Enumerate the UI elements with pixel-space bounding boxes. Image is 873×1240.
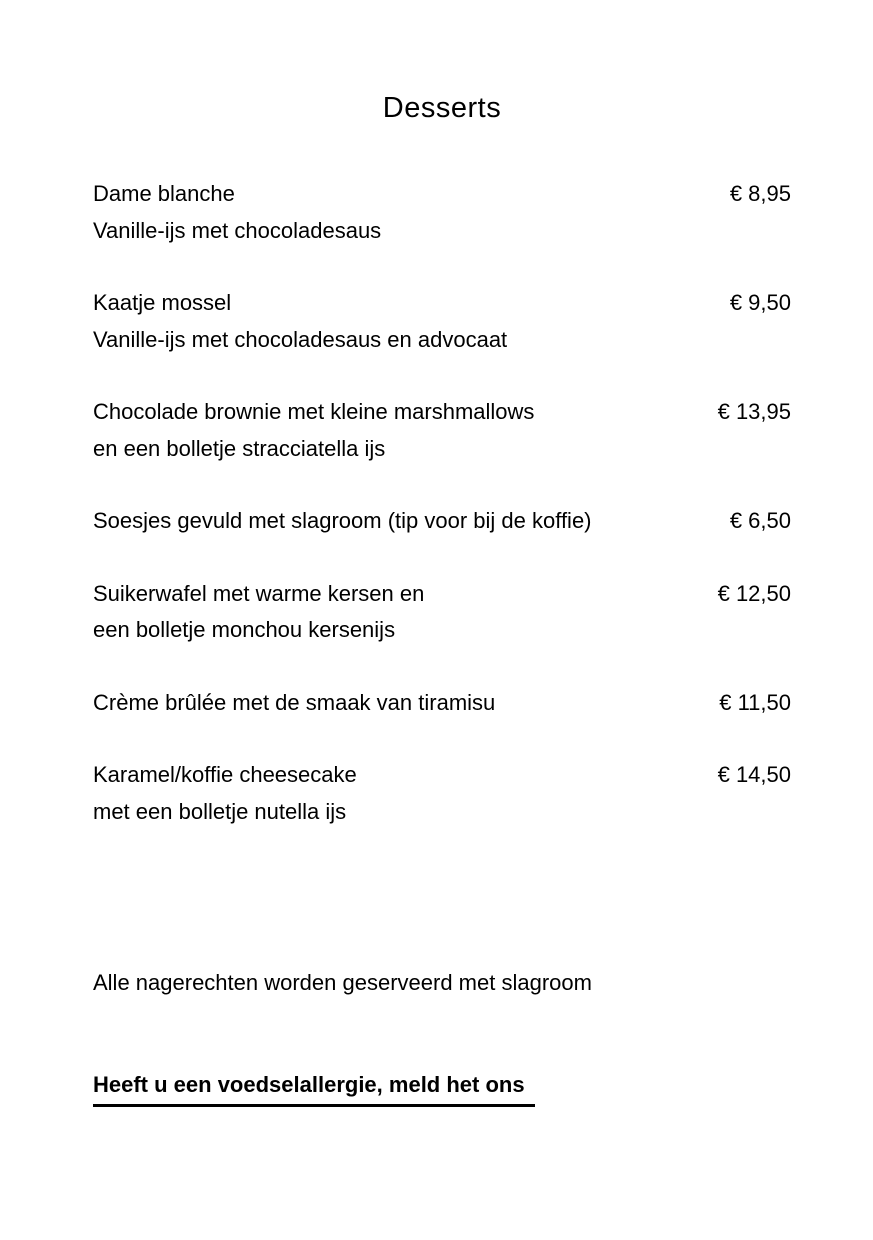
- item-price: € 11,50: [719, 689, 791, 715]
- item-description: een bolletje monchou kersenijs: [93, 617, 396, 642]
- item-line: [93, 394, 791, 431]
- item-price: € 8,95: [729, 181, 791, 206]
- item-description: met een bolletje nutella ijs: [93, 798, 347, 824]
- item-price: € 13,95: [717, 399, 791, 424]
- item-line: [93, 285, 791, 322]
- menu-item: [93, 176, 791, 249]
- item-name: Crème brûlée met de smaak van tiramisu: [93, 689, 496, 715]
- item-line: [93, 176, 791, 213]
- allergy-notice: [93, 1067, 791, 1108]
- item-name: Suikerwafel met warme kersen en: [93, 580, 425, 606]
- item-line: [93, 685, 791, 722]
- item-name: Karamel/koffie cheesecake: [93, 762, 357, 787]
- menu-item: [93, 576, 791, 649]
- item-price: € 12,50: [717, 580, 791, 606]
- menu-item: [93, 685, 791, 722]
- item-line: [93, 503, 791, 540]
- page-title: Desserts: [382, 92, 502, 124]
- item-name: Soesjes gevuld met slagroom (tip voor bij de koffie): [93, 508, 592, 533]
- item-price: € 14,50: [717, 762, 791, 787]
- item-name: Chocolade brownie met kleine marshmallows: [93, 399, 535, 424]
- menu-item: [93, 285, 791, 358]
- item-price: € 9,50: [729, 290, 791, 315]
- item-name: Kaatje mossel: [93, 290, 232, 315]
- menu-item: [93, 503, 791, 540]
- item-description: Vanille-ijs met chocoladesaus en advocaat: [93, 326, 508, 352]
- item-price: € 6,50: [729, 508, 791, 533]
- item-line: [93, 757, 791, 794]
- menu-item: [93, 394, 791, 467]
- item-description: Vanille-ijs met chocoladesaus: [93, 217, 382, 243]
- serving-note: Alle nagerechten worden geserveerd met slagroom: [93, 970, 592, 995]
- item-description: en een bolletje stracciatella ijs: [93, 435, 386, 461]
- item-name: Dame blanche: [93, 181, 235, 206]
- item-line: [93, 576, 791, 613]
- menu-item: [93, 757, 791, 830]
- allergy-notice-text: Heeft u een voedselallergie, meld het ons: [93, 1067, 535, 1108]
